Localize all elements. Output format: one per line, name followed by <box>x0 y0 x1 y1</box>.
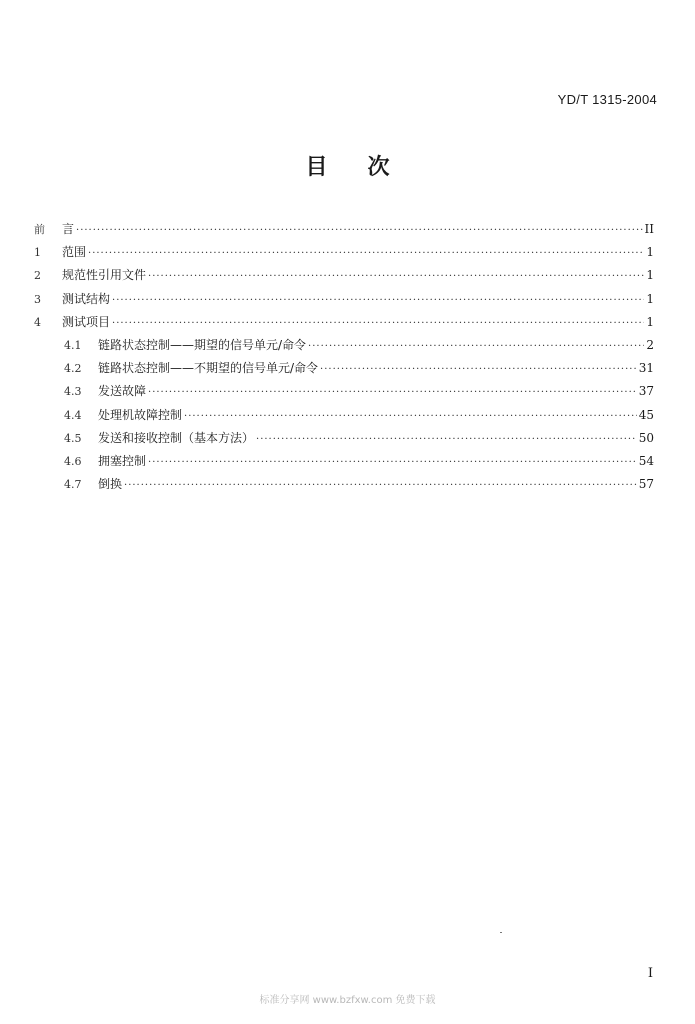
toc-leader-dots <box>184 405 637 428</box>
toc-entry-number: 4 <box>34 315 41 329</box>
toc-leader-dots <box>76 219 643 242</box>
toc-entry-1[interactable] <box>34 241 654 264</box>
toc-entry-label: 拥塞控制 <box>98 453 147 468</box>
toc-entry-page: 1 <box>646 291 654 306</box>
toc-entry-4-4[interactable] <box>34 404 654 427</box>
toc-entry-4-5[interactable] <box>34 427 654 450</box>
toc-leader-dots <box>148 265 644 288</box>
toc-leader-dots <box>112 312 644 335</box>
toc-entry-page: 50 <box>638 430 654 445</box>
toc-entry-page: 45 <box>638 407 654 422</box>
toc-leader-dots <box>112 289 644 312</box>
page-number: I <box>647 966 653 981</box>
scan-speck <box>500 932 502 933</box>
toc-entry-2[interactable] <box>34 264 654 287</box>
toc-entry-number: 4.1 <box>64 338 82 352</box>
toc-entry-page: 1 <box>646 314 654 329</box>
toc-entry-label: 链路状态控制——不期望的信号单元/命令 <box>98 361 319 376</box>
watermark: 标准分享网 www.bzfxw.com 免费下载 <box>259 995 436 1006</box>
toc-entry-number: 前 <box>34 223 45 236</box>
title-char-1: 目 <box>305 155 328 180</box>
toc-entry-4-6[interactable] <box>34 450 654 473</box>
toc-entry-4-2[interactable] <box>34 357 654 380</box>
toc-entry-foreword[interactable] <box>34 218 654 241</box>
toc-entry-4-3[interactable] <box>34 380 654 403</box>
toc-entry-label: 测试项目 <box>62 314 111 329</box>
toc-entry-page: 1 <box>646 268 654 283</box>
toc-leader-dots <box>148 381 637 404</box>
toc-entry-page: 2 <box>646 337 654 352</box>
toc-entry-number: 2 <box>34 269 41 283</box>
toc-entry-label: 发送故障 <box>98 384 147 399</box>
toc-entry-label: 言 <box>62 222 75 236</box>
toc-entry-3[interactable] <box>34 288 654 311</box>
toc-entry-4[interactable] <box>34 311 654 334</box>
title-char-2: 次 <box>367 155 390 180</box>
page-title <box>0 150 695 181</box>
toc-entry-label: 发送和接收控制（基本方法） <box>98 430 255 445</box>
toc-entry-number: 3 <box>34 292 41 306</box>
toc-entry-page: II <box>644 222 654 236</box>
toc-entry-label: 测试结构 <box>62 291 111 306</box>
toc-entry-number: 4.3 <box>64 385 82 399</box>
toc-entry-page: 54 <box>638 453 654 468</box>
toc-entry-number: 4.2 <box>64 362 82 376</box>
toc-entry-4-1[interactable] <box>34 334 654 357</box>
toc-leader-dots <box>256 428 637 451</box>
toc-entry-label: 范围 <box>62 245 87 260</box>
toc-entry-label: 倒换 <box>98 477 123 492</box>
toc-entry-label: 链路状态控制——期望的信号单元/命令 <box>98 337 307 352</box>
toc-leader-dots <box>124 474 637 497</box>
table-of-contents <box>34 218 654 496</box>
toc-entry-4-7[interactable] <box>34 473 654 496</box>
toc-entry-number: 4.6 <box>64 454 82 468</box>
toc-entry-page: 31 <box>638 361 654 376</box>
toc-entry-page: 1 <box>646 245 654 260</box>
standard-code: YD/T 1315-2004 <box>557 92 657 107</box>
toc-leader-dots <box>320 358 637 381</box>
toc-leader-dots <box>308 335 644 358</box>
toc-entry-number: 4.5 <box>64 431 82 445</box>
toc-entry-page: 37 <box>638 384 654 399</box>
toc-leader-dots <box>148 451 637 474</box>
toc-entry-number: 1 <box>34 246 41 260</box>
toc-leader-dots <box>88 242 644 265</box>
toc-entry-label: 规范性引用文件 <box>62 268 147 283</box>
toc-entry-number: 4.4 <box>64 408 82 422</box>
toc-entry-page: 57 <box>638 477 654 492</box>
toc-entry-label: 处理机故障控制 <box>98 407 183 422</box>
toc-entry-number: 4.7 <box>64 478 82 492</box>
